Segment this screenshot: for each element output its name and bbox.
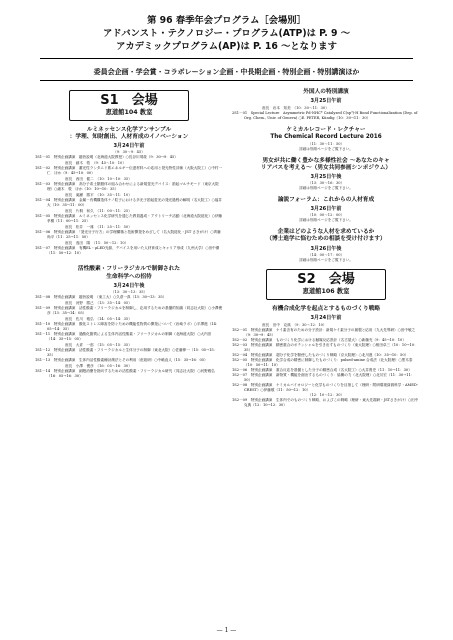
chair-line: 座長 佐川 雅弘 （14：05～14：35） bbox=[65, 316, 132, 321]
details-note: 詳細は別紙ページをご覧下さい。 bbox=[299, 186, 353, 191]
session-title bbox=[232, 158, 420, 172]
program-entry: 1S2－07 特別企画講演 新物質・機能を創出するものづくり：協働の力（北大院理）○北川宏（11：30→11：50） bbox=[232, 372, 415, 382]
session-title: 有機合成化学を起点とするものづくり戦略 bbox=[271, 305, 381, 312]
category-subtitle: 委員会企画・学会賞・コラボレーション企画・中長期企画・特別企画・特別講演ほか bbox=[93, 68, 360, 76]
header-line-3: アカデミックプログラム(AP)は P. 16 ～となります bbox=[116, 41, 337, 52]
program-entry: 1S1－10 特別企画講演 酸化ストレス障害を防ぐための機能性物質の開発について（岩崎ラボ）○平澤進（14：05→14：35） bbox=[35, 321, 220, 331]
right-column bbox=[232, 87, 420, 408]
venue-name: S2 会場 bbox=[297, 271, 355, 287]
details-note: 詳細は別紙ページをご覧下さい。 bbox=[299, 146, 353, 151]
session-time: （13：30～13：35） bbox=[110, 289, 148, 294]
session-title: 外国人の特別講演 bbox=[303, 89, 349, 95]
session-title-line: ケミカルレコード・レクチャー bbox=[286, 127, 366, 134]
program-entry: 1S2－06 特別企画講演 重合反応を基盤とした分子の精密合成（名大院工）○大井貴史（11：10→11：30） bbox=[232, 367, 412, 372]
session-date: 3月24日午前 bbox=[113, 143, 145, 150]
program-entry: 1S2－09 特別企画講演 生体内でのものづくり戦略、およびこの戦略（理研・東大先端研・JSTさきがけ）○田中克典（12：10→12：30） bbox=[232, 397, 419, 407]
program-entry: 1S2－04 特別企画講演 超分子化学を駆使したものづくり戦略（京大院理）○北川進（10：35→10：50） bbox=[232, 352, 409, 357]
chair-line: 座長 田中 克典 （9：30～12：10） bbox=[262, 322, 327, 327]
session-date: 3月25日午後 bbox=[310, 174, 342, 181]
header-divider-bottom bbox=[40, 80, 413, 81]
venue-box-s2 bbox=[266, 269, 386, 300]
session-time: （14：00～17：00） bbox=[307, 252, 345, 257]
session-title-line: ：学理、知財創出、人材育成のイノベーション bbox=[69, 134, 189, 141]
session-title bbox=[232, 229, 420, 243]
venue-name: S1 会場 bbox=[100, 93, 158, 108]
program-entry: 1S1－11 特別企画講演 過酸化脂質による生体内活性酸素・フリーラジカルの制御（北海道大院）○大内崇（14：35→15：05） bbox=[35, 331, 212, 341]
program-entry: 1S2－05 特別企画講演 化学合成の精密に制御したものづくり：pulsed-amine 合成法（北大院理）○黒木泰（10：50→11：10） bbox=[232, 357, 413, 367]
details-note: 詳細は別紙ページをご覧下さい。 bbox=[299, 257, 353, 262]
page-number: — 1 — bbox=[216, 627, 237, 634]
program-entry: 1S1－12 特別企画講演 活性酸素・フリーラジカルと生体分子の制御（東北大院）○佐藤伸一（15：05→15：35） bbox=[35, 347, 218, 357]
session-title-line: The Chemical Record Lecture 2016 bbox=[270, 134, 382, 141]
left-column bbox=[35, 87, 226, 379]
program-entry: 1S1－14 特別企画講演 細胞治療を指向するための活性酸素・フリーラジカル研究（同志社大院）○河野雅弘（16：05→16：30） bbox=[35, 368, 215, 378]
program-entry: 1S1－02 特別企画講演 蓄光性ランタニド系エネルギー伝達材料への応用と発光特性評価（大阪大院工）○中村一仁 ほか（9：45→10：00） bbox=[35, 166, 223, 176]
chair-line: 座長 岩本 知美 （10：30～11：30） bbox=[262, 106, 329, 111]
program-entry: 1S1－03 特別企画講演 高分子希土類錯体の組み合わせによる新規蛍光デバイス：励起マルチモード（東京大院理）○細木 敦 ほか（10：10→10：35） bbox=[35, 182, 219, 192]
chair-line: 座長 松井 一雄 （11：25～11：50） bbox=[65, 225, 132, 230]
session-date: 3月24日午前 bbox=[310, 314, 342, 321]
program-entry: 1S1－08 特別企画講演 趣旨説明 （東工大）○久倉一真（13：30→13：35） bbox=[35, 294, 167, 299]
program-entry: 1S1－09 特別企画講演 活性酸素・フリーラジカルを制御し、応用するための基盤的知識（同志社大院）○小澤俊彦（13：35→14：05） bbox=[35, 305, 223, 315]
session-title-line: 生命科学への招待 bbox=[106, 273, 152, 280]
session-date: 3月26日午前 bbox=[310, 206, 342, 213]
chair-line: 座長 西田 健二 （10：10～10：35） bbox=[65, 177, 132, 182]
chair-line: 座長 細木 敦 （9：45～10：10） bbox=[65, 161, 126, 166]
program-entry: 1S2－08 特別企画講演 ケミカルバイオロジーと化学ものづくりを目指して（理研・附研環境資源科学・AMED-CREST）○伊藤敬（11：50→12：10） bbox=[232, 382, 419, 392]
session-title-line: リアパスを考える～（男女共同参画シンポジウム） bbox=[260, 164, 392, 171]
program-entry: 2S1－01 Special Lecture Asymmetric Pd-NHC* Catalyzed C(sp³)-H Bond Functionalization (Dep. of Org. Chem., Univ. of Geneva) ○E. PETER, Kündig（10：30→11：30） bbox=[232, 111, 418, 121]
program-entry: 1S1－05 特別企画講演 ルミネッセンス化学研究を通じた教員養成・アウトリーチ活動（北海道大院総化）○伊藤孝樹（11：00→11：25） bbox=[35, 214, 223, 224]
program-entry: 1S1－07 特別企画講演 有機EL・μLED光源、デバイスを用いた人材育成とキャリア形成（九州大学）○田中優（11：50→12：10） bbox=[35, 246, 220, 256]
header-divider-top bbox=[40, 58, 413, 59]
program-entry: 1S2－01 特別企画講演 ケイ素含有のための分子設計：新規ケイ素分子の創製と応用（九大先導研）○田中敏之（9：30→9：45） bbox=[232, 327, 416, 337]
chair-line: 座長 河野 勝己 （13：35～14：05） bbox=[65, 300, 132, 305]
chair-line: 座長 滝瀬 勝平 （10：35～11：10） bbox=[65, 193, 132, 198]
session-date: 3月25日午前 bbox=[310, 98, 342, 105]
session-time: （9：30～9：45） bbox=[113, 150, 145, 155]
session-time: （12：10～12：30） bbox=[307, 392, 345, 397]
session-time: （13：30～16：30） bbox=[307, 181, 345, 186]
header-line-2: アドバンスト・テクノロジー・プログラム(ATP)は P. 9 ～ bbox=[102, 28, 351, 39]
chair-line: 座長 逸田 陽 （11：50～12：10） bbox=[65, 241, 129, 246]
venue-room: 恵道館106 教室 bbox=[302, 287, 350, 295]
chair-line: 座長 大倉 一郎 （15：05～15：35） bbox=[65, 342, 132, 347]
header-line-1: 第 96 春季年会プログラム［会場別］ bbox=[147, 15, 306, 26]
program-entry: 1S1－06 特別企画講演 「発光分子行方」の学理構築と技術開発をめざして（名大院総化・JST さきがけ）○齊藤尚平（11：25→11：50） bbox=[35, 230, 221, 240]
session-title-line: 企業はどのような人材を求めているか bbox=[277, 229, 375, 236]
session-date: 3月26日午後 bbox=[310, 245, 342, 252]
program-entry: 1S1－04 特別企画講演 金属－有機構造体ナノ粒子における多光子励起蛍光の発光過程の解明（名大院工）○福井 大（10：35→11：00） bbox=[35, 198, 226, 208]
details-note: 詳細は別紙ページをご覧下さい。 bbox=[299, 218, 353, 223]
session-title-line: 活性酸素・フリーラジカルで制御された bbox=[77, 266, 181, 273]
session-title-line: ルミネッセンス化学アンサンブル bbox=[86, 127, 172, 133]
program-entry: 1S2－02 特別企画講演 ものづくり化学における触媒反応設計（名古屋大）○新藤充（9：45→10：10） bbox=[232, 337, 406, 342]
session-title-line: 男女が共に働く豊かな多様性社会 ～あなたのキャ bbox=[262, 157, 390, 164]
session-title bbox=[35, 127, 223, 141]
session-title bbox=[35, 266, 223, 280]
venue-room: 恵道館104 教室 bbox=[105, 109, 153, 116]
program-entry: 1S1－13 特別企画講演 生体内活性酸素種計測法とその利用（産総研）○中嶋直人（15：35→16：05） bbox=[35, 357, 208, 362]
session-time: （11：30～11：50） bbox=[307, 141, 345, 146]
session-date: 3月24日午後 bbox=[113, 282, 145, 289]
program-entry: 1S2－03 特別企画講演 精密重合のポテンシャルを引き出すものづくり（東大院理）○相田卓三（10：10→10：35） bbox=[232, 342, 418, 352]
page-header bbox=[0, 14, 453, 53]
chair-line: 座長 片桐 和久 （11：00～11：25） bbox=[65, 209, 132, 214]
venue-box-s1 bbox=[69, 90, 189, 121]
session-title bbox=[232, 127, 420, 141]
chair-line: 座長 小澤 俊彦 （16：05～16：30） bbox=[65, 363, 132, 368]
program-entry: 1S1－01 特別企画講演 趣旨説明（北海道大院教授）○長谷川靖哉（9：30→9：45） bbox=[35, 155, 178, 160]
session-title: 論説フォーラム：これからの人材育成 bbox=[277, 197, 375, 204]
session-title-line: （博士進学に悩むための相談を受け付けます） bbox=[266, 236, 386, 243]
session-time: （10：00～12：00） bbox=[307, 213, 345, 218]
